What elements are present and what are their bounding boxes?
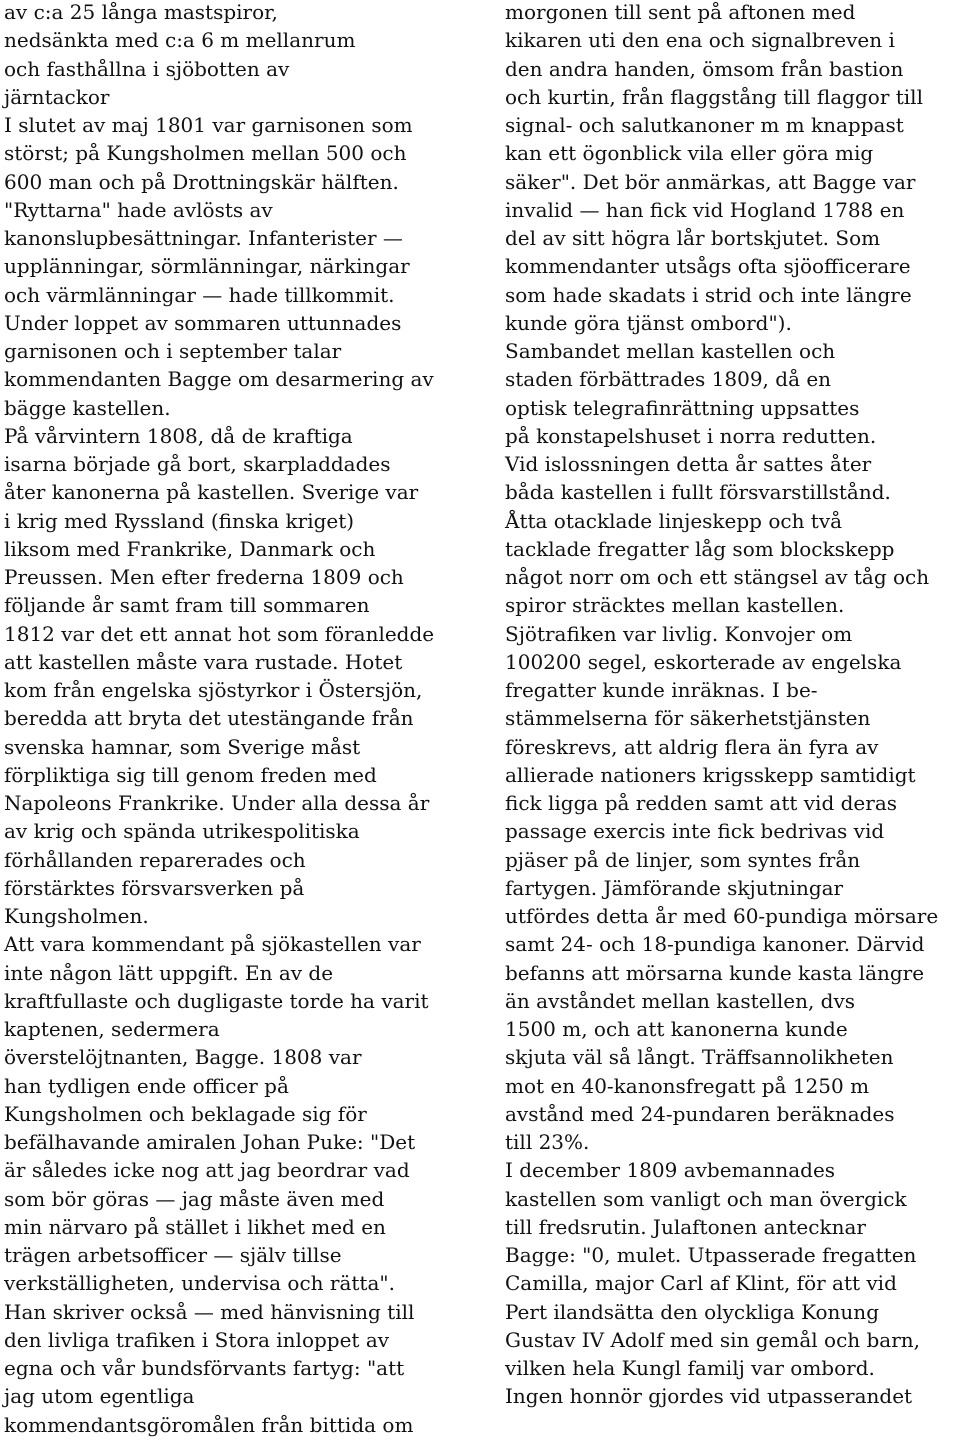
right-column-text-line: kunde göra tjänst ombord"). [505,310,792,335]
left-column-text-line: egna och vår bundsförvants fartyg: "att [4,1356,405,1380]
left-column-text-line: Kungsholmen. [4,904,149,928]
left-column-text-line: min närvaro på stället i likhet med en [4,1214,386,1239]
left-column-text-line: Han skriver också — med hänvisning till [4,1299,415,1324]
right-column-text-line: I december 1809 avbemannades [505,1158,836,1183]
right-column-text-line: allierade nationers krigsskepp samtidigt [505,762,916,787]
left-column-text-line: Kungsholmen och beklagade sig för [4,1101,367,1126]
left-column-text-line: i krig med Ryssland (finska kriget) [4,508,355,533]
right-column-text-line: spiror sträcktes mellan kastellen. [505,593,845,618]
left-column-text-line: han tydligen ende officer på [4,1073,289,1098]
left-column-text-line: Preussen. Men efter frederna 1809 och [4,565,404,589]
right-column-text-line: kikaren uti den ena och signalbreven i [505,28,895,53]
right-column-text-line: än avståndet mellan kastellen, dvs [505,988,856,1013]
left-column-text-line: kommendantsgöromålen från bittida om [4,1412,414,1437]
right-column-text-line: 1500 m, och att kanonerna kunde [505,1017,848,1041]
left-column-text-line: garnisonen och i september talar [4,339,342,363]
left-column-text-line: Under loppet av sommaren uttunnades [4,310,402,335]
right-column-text-line: kommendanter utsågs ofta sjöofficerare [505,254,911,279]
right-column-text-line: utfördes detta år med 60-pundiga mörsare [505,904,939,928]
left-column-text-line: inte någon lätt uppgift. En av de [4,960,334,985]
left-column-text-line: verkställigheten, undervisa och rätta". [4,1271,395,1296]
left-column-text-line: den livliga trafiken i Stora inloppet av [4,1327,390,1352]
left-column-text-line: åter kanonerna på kastellen. Sverige var [4,480,419,505]
right-column-text-line: Bagge: "0, mulet. Utpasserade fregatten [505,1243,917,1267]
right-column-text-line: och kurtin, från flaggstång till flaggor till [505,84,923,109]
left-column-text-line: bägge kastellen. [4,395,171,420]
right-column-text-line: kan ett ögonblick vila eller göra mig [505,141,874,166]
right-column-text-line: mot en 40-kanonsfregatt på 1250 m [505,1073,870,1098]
right-column-text-line: fartygen. Jämförande skjutningar [505,875,844,900]
right-column-text-line: vilken hela Kungl familj var ombord. [505,1356,875,1380]
right-column-text-line: invalid — han fick vid Hogland 1788 en [505,197,905,222]
right-column-text-line: Åtta otacklade linjeskepp och två [505,508,843,533]
left-column-text-line: och värmlänningar — hade tillkommit. [4,282,395,307]
left-column-text-line: och fasthållna i sjöbotten av [4,56,290,81]
right-column-text-line: optisk telegrafinrättning uppsattes [505,395,860,420]
left-column-text-line: befälhavande amiralen Johan Puke: "Det [4,1130,416,1154]
right-column-text-line: Gustav IV Adolf med sin gemål och barn, [505,1327,921,1352]
left-column-text-line: 1812 var det ett annat hot som föranledde [4,621,435,646]
left-column-text-line: att kastellen måste vara rustade. Hotet [4,649,403,674]
right-column-text-line: säker". Det bör anmärkas, att Bagge var [505,169,916,194]
right-column-text-line: Vid islossningen detta år sattes åter [505,452,872,476]
left-column-text-line: svenska hamnar, som Sverige måst [4,734,361,759]
right-column-text-line: samt 24- och 18-pundiga kanoner. Därvid [505,932,925,957]
left-column-text-line: förhållanden reparerades och [4,847,306,872]
right-column-text-line: fregatter kunde inräknas. I be- [505,678,818,702]
left-column-text-line: av c:a 25 långa mastspiror, [4,0,278,24]
left-column-text-line: kanonslupbesättningar. Infanterister — [4,226,403,250]
right-column-text-line: Pert ilandsätta den olyckliga Konung [505,1299,879,1324]
left-column-text-line: trägen arbetsofficer — själv tillse [4,1243,342,1267]
text-column-right [505,0,960,1411]
left-column-text-line: av krig och spända utrikespolitiska [4,819,360,844]
text-column-left [4,0,474,1439]
left-column-text-line: Att vara kommendant på sjökastellen var [4,932,421,957]
left-column-text-line: kaptenen, sedermera [4,1017,220,1041]
left-column-text-line: förstärktes försvarsverken på [4,875,305,900]
left-column-text-line: kommendanten Bagge om desarmering av [4,367,434,392]
left-column-text-line: "Ryttarna" hade avlösts av [4,197,273,222]
left-column-text-line: 600 man och på Drottningskär hälften. [4,169,399,194]
left-column-text-line: isarna började gå bort, skarpladdades [4,452,391,476]
right-column-text-line: Ingen honnör gjordes vid utpasserandet [505,1384,913,1409]
right-column-text-line: den andra handen, ömsom från bastion [505,56,904,81]
right-column-text-line: avstånd med 24-pundaren beräknades [505,1101,895,1126]
right-column-text-line: del av sitt högra lår bortskjutet. Som [505,226,881,250]
right-column-text-line: 100200 segel, eskorterade av engelska [505,649,902,674]
left-column-text-line: liksom med Frankrike, Danmark och [4,536,376,561]
left-column-text-line: nedsänkta med c:a 6 m mellanrum [4,28,356,53]
left-column-text-line: kraftfullaste och dugligaste torde ha varit [4,988,429,1013]
right-column-text-line: något norr om och ett stängsel av tåg och [505,565,930,589]
right-column-text-line: Sambandet mellan kastellen och [505,339,836,363]
right-column-text-line: signal- och salutkanoner m m knappast [505,113,904,137]
right-column-text-line: Camilla, major Carl af Klint, för att vid [505,1271,897,1296]
right-column-text-line: passage exercis inte fick bedrivas vid [505,819,885,844]
right-column-text-line: båda kastellen i fullt försvarstillstånd. [505,480,891,505]
right-column-text-line: Sjötrafiken var livlig. Konvojer om [505,621,853,646]
left-column-text-line: jag utom egentliga [4,1384,195,1409]
left-column-text-line: Napoleons Frankrike. Under alla dessa år [4,791,430,815]
right-column-text-line: kastellen som vanligt och man övergick [505,1186,907,1211]
left-column-text-line: I slutet av maj 1801 var garnisonen som [4,113,413,137]
right-column-text-line: tacklade fregatter låg som blockskepp [505,536,895,561]
left-column-text-line: upplänningar, sörmlänningar, närkingar [4,254,410,279]
left-column-text-line: På vårvintern 1808, då de kraftiga [4,423,353,448]
right-column-text-line: som hade skadats i strid och inte längre [505,282,912,307]
right-column-text-line: till 23%. [505,1130,590,1154]
right-column-text-line: morgonen till sent på aftonen med [505,0,856,24]
right-column-text-line: till fredsrutin. Julaftonen antecknar [505,1214,866,1239]
left-column-text-line: som bör göras — jag måste även med [4,1186,385,1211]
right-column-text-line: befanns att mörsarna kunde kasta längre [505,960,925,985]
right-column-text-line: på konstapelshuset i norra redutten. [505,423,877,448]
right-column-text-line: stämmelserna för säkerhetstjänsten [505,706,871,731]
right-column-text-line: föreskrevs, att aldrig flera än fyra av [505,734,879,759]
left-column-text-line: överstelöjtnanten, Bagge. 1808 var [4,1045,362,1070]
right-column-text-line: skjuta väl så långt. Träffsannolikheten [505,1045,894,1070]
right-column-text-line: fick ligga på redden samt att vid deras [505,791,898,815]
left-column-text-line: kom från engelska sjöstyrkor i Östersjön, [4,678,423,702]
left-column-text-line: är således icke nog att jag beordrar vad [4,1158,410,1183]
left-column-text-line: järntackor [4,84,110,109]
left-column-text-line: förpliktiga sig till genom freden med [4,762,377,787]
right-column-text-line: pjäser på de linjer, som syntes från [505,847,861,872]
left-column-text-line: störst; på Kungsholmen mellan 500 och [4,141,407,166]
left-column-text-line: följande år samt fram till sommaren [4,593,370,618]
left-column-text-line: beredda att bryta det utestängande från [4,706,414,731]
right-column-text-line: staden förbättrades 1809, då en [505,367,832,392]
